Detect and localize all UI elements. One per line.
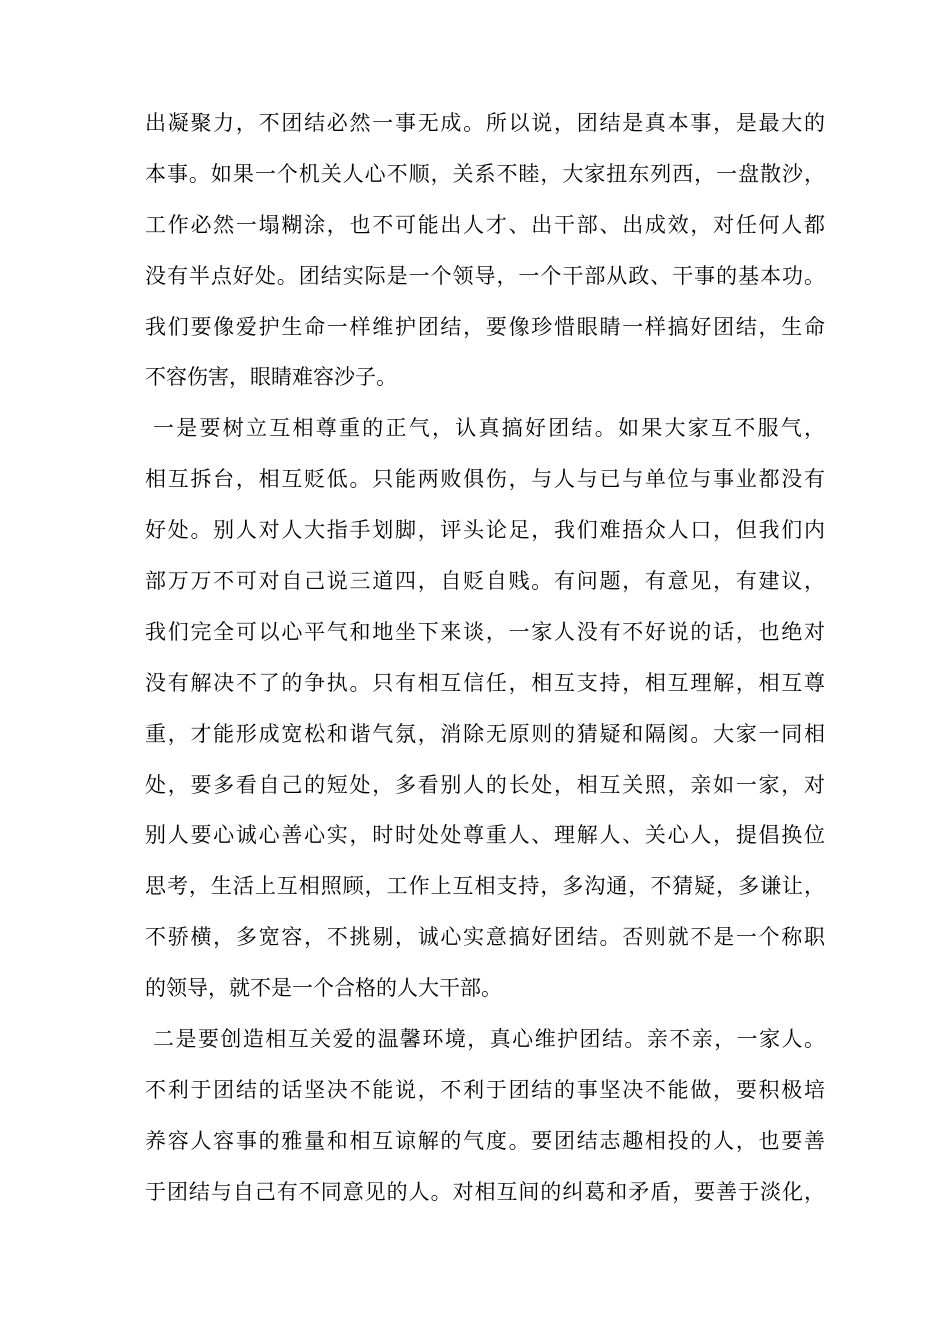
text-line: 我们要像爱护生命一样维护团结，要像珍惜眼睛一样搞好团结，生命 [145, 314, 825, 339]
text-line: 出凝聚力，不团结必然一事无成。所以说，团结是真本事，是最大的 [145, 111, 825, 135]
text-line: 处，要多看自己的短处，多看别人的长处，相互关照，亲如一家，对 [145, 772, 825, 797]
text-line: 思考，生活上互相照顾，工作上互相支持，多沟通，不猜疑，多谦让， [145, 874, 825, 899]
paragraph-start-line: 一是要树立互相尊重的正气，认真搞好团结。如果大家互不服气， [153, 416, 825, 441]
text-line: 的领导，就不是一个合格的人大干部。 [145, 976, 502, 1001]
body-text [145, 98, 825, 1218]
text-line: 部万万不可对自己说三道四，自贬自贱。有问题，有意见，有建议， [145, 569, 825, 594]
text-line: 没有解决不了的争执。只有相互信任，相互支持，相互理解，相互尊 [145, 670, 825, 695]
text-line: 我们完全可以心平气和地坐下来谈，一家人没有不好说的话，也绝对 [145, 619, 825, 644]
text-line: 不骄横，多宽容，不挑剔，诚心实意搞好团结。否则就不是一个称职 [145, 925, 825, 950]
text-line: 本事。如果一个机关人心不顺，关系不睦，大家扭东列西，一盘散沙， [145, 161, 825, 186]
text-line: 相互拆台，相互贬低。只能两败俱伤，与人与已与单位与事业都没有 [145, 467, 825, 492]
paragraph-start-line: 二是要创造相互关爱的温馨环境，真心维护团结。亲不亲，一家人。 [153, 1027, 825, 1052]
text-line: 好处。别人对人大指手划脚，评头论足，我们难捂众人口，但我们内 [145, 518, 825, 543]
text-line: 工作必然一塌糊涂，也不可能出人才、出干部、出成效，对任何人都 [145, 212, 825, 237]
text-line: 重，才能形成宽松和谐气氛，消除无原则的猜疑和隔阂。大家一同相 [145, 721, 825, 746]
text-line: 不利于团结的话坚决不能说，不利于团结的事坚决不能做，要积极培 [145, 1077, 825, 1102]
text-line: 别人要心诚心善心实，时时处处尊重人、理解人、关心人，提倡换位 [145, 823, 825, 848]
text-line: 不容伤害，眼睛难容沙子。 [145, 365, 397, 390]
text-line: 养容人容事的雅量和相互谅解的气度。要团结志趣相投的人，也要善 [145, 1128, 825, 1153]
text-line: 没有半点好处。团结实际是一个领导，一个干部从政、干事的基本功。 [145, 263, 825, 288]
text-line: 于团结与自己有不同意见的人。对相互间的纠葛和矛盾，要善于淡化， [145, 1179, 825, 1204]
